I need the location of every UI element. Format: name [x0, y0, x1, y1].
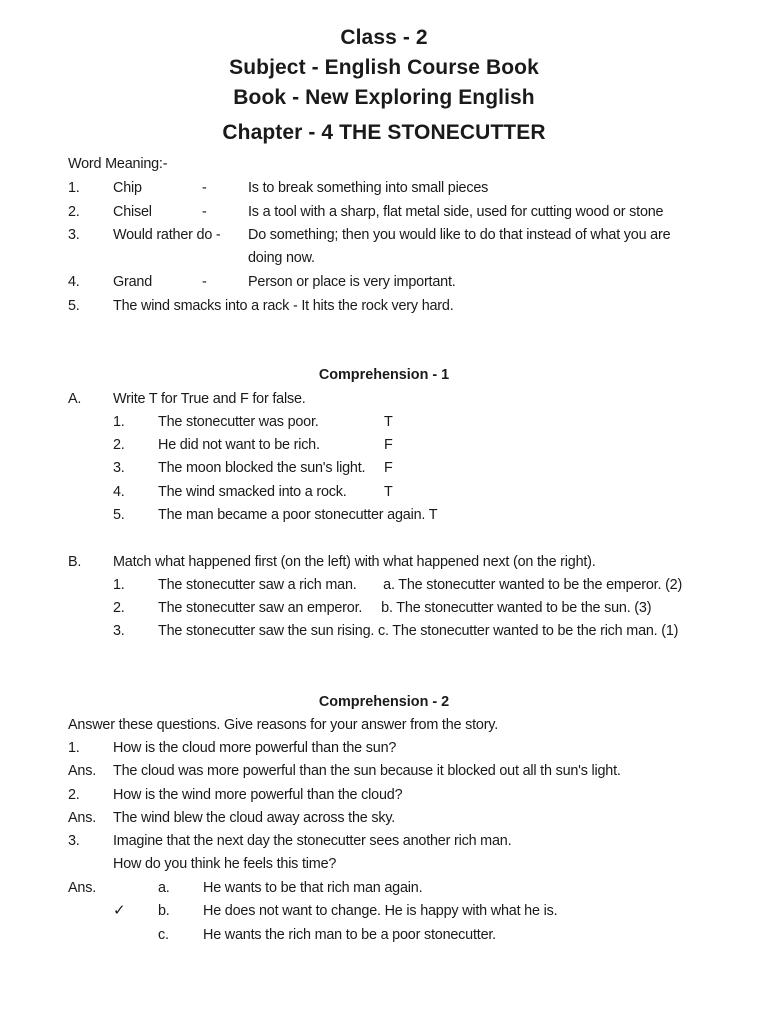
question-text: How is the wind more powerful than the cloud?: [113, 787, 403, 803]
true-false-number: 4.: [113, 484, 125, 500]
true-false-statement: He did not want to be rich.: [158, 437, 320, 453]
answer-label: Ans.: [68, 810, 96, 826]
answer-label: Ans.: [68, 763, 96, 779]
word-meaning-word: Would rather do -: [113, 227, 221, 243]
match-row: The stonecutter saw a rich man. a. The stonecutter wanted to be the emperor. (2): [158, 577, 683, 593]
subject-heading: Subject - English Course Book: [229, 56, 539, 79]
option-letter: a.: [158, 880, 170, 896]
word-meaning-heading: Word Meaning:-: [68, 156, 168, 172]
part-a-instruction: Write T for True and F for false.: [113, 391, 306, 407]
question-text: How is the cloud more powerful than the sun?: [113, 740, 397, 756]
true-false-answer: F: [384, 460, 393, 476]
word-meaning-definition: Person or place is very important.: [248, 274, 456, 290]
word-meaning-number: 5.: [68, 298, 80, 314]
comprehension-2-instruction: Answer these questions. Give reasons for your answer from the story.: [68, 717, 499, 733]
book-heading: Book - New Exploring English: [233, 86, 535, 109]
option-text: He wants the rich man to be a poor stonecutter.: [203, 927, 496, 943]
word-meaning-sentence: The wind smacks into a rack - It hits the rock very hard.: [113, 298, 454, 314]
true-false-answer: T: [384, 414, 393, 430]
true-false-number: 2.: [113, 437, 125, 453]
true-false-number: 1.: [113, 414, 125, 430]
word-meaning-number: 1.: [68, 180, 80, 196]
option-text: He does not want to change. He is happy with what he is.: [203, 903, 558, 919]
word-meaning-word: Chisel: [113, 204, 152, 220]
chapter-heading: Chapter - 4 THE STONECUTTER: [222, 121, 546, 144]
true-false-statement: The moon blocked the sun's light.: [158, 460, 366, 476]
answer-text: The wind blew the cloud away across the sky.: [113, 810, 396, 826]
option-letter: b.: [158, 903, 170, 919]
word-meaning-definition: Is a tool with a sharp, flat metal side, used for cutting wood or stone: [248, 204, 664, 220]
true-false-answer: T: [384, 484, 393, 500]
word-meaning-word: Chip: [113, 180, 142, 196]
word-meaning-number: 4.: [68, 274, 80, 290]
true-false-number: 5.: [113, 507, 125, 523]
match-number: 1.: [113, 577, 125, 593]
question-number: 3.: [68, 833, 80, 849]
part-a-label: A.: [68, 391, 82, 407]
option-text: He wants to be that rich man again.: [203, 880, 423, 896]
part-b-label: B.: [68, 554, 82, 570]
true-false-answer: F: [384, 437, 393, 453]
option-letter: c.: [158, 927, 169, 943]
comprehension-2-heading: Comprehension - 2: [318, 694, 450, 710]
true-false-statement: The stonecutter was poor.: [158, 414, 319, 430]
word-meaning-definition: Is to break something into small pieces: [248, 180, 489, 196]
class-heading: Class - 2: [340, 26, 428, 49]
word-meaning-definition: Do something; then you would like to do that instead of what you are: [248, 227, 671, 243]
true-false-number: 3.: [113, 460, 125, 476]
word-meaning-dash: -: [202, 274, 207, 290]
word-meaning-dash: -: [202, 204, 207, 220]
word-meaning-definition-continued: doing now.: [248, 250, 315, 266]
answer-text: The cloud was more powerful than the sun because it blocked out all th sun's light.: [113, 763, 621, 779]
match-row: The stonecutter saw the sun rising. c. The stonecutter wanted to be the rich man. (1): [158, 623, 679, 639]
checkmark-icon: ✓: [113, 902, 126, 919]
comprehension-1-heading: Comprehension - 1: [318, 367, 450, 383]
true-false-statement: The man became a poor stonecutter again. T: [158, 507, 438, 523]
match-number: 2.: [113, 600, 125, 616]
word-meaning-dash: -: [202, 180, 207, 196]
match-number: 3.: [113, 623, 125, 639]
word-meaning-word: Grand: [113, 274, 152, 290]
question-text: Imagine that the next day the stonecutter sees another rich man.: [113, 833, 512, 849]
word-meaning-number: 3.: [68, 227, 80, 243]
word-meaning-number: 2.: [68, 204, 80, 220]
question-text-continued: How do you think he feels this time?: [113, 856, 337, 872]
match-row: The stonecutter saw an emperor. b. The stonecutter wanted to be the sun. (3): [158, 600, 652, 616]
question-number: 2.: [68, 787, 80, 803]
answer-label: Ans.: [68, 880, 96, 896]
question-number: 1.: [68, 740, 80, 756]
true-false-statement: The wind smacked into a rock.: [158, 484, 347, 500]
part-b-instruction: Match what happened first (on the left) with what happened next (on the right).: [113, 554, 596, 570]
